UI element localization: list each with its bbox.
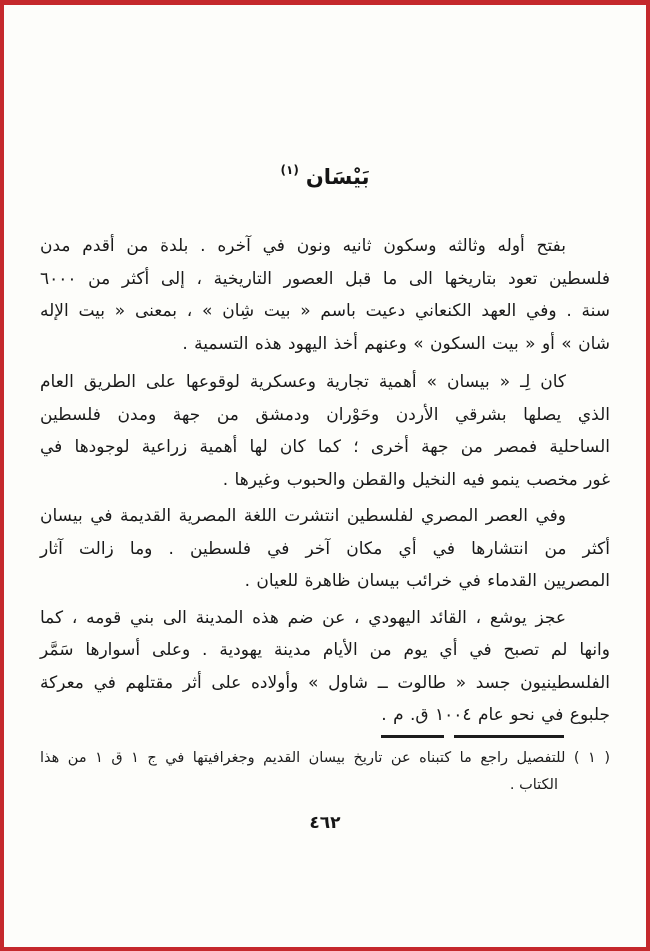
text-line: وانها لم تصبح في أي يوم من الأيام مدينة يهودية . وعلى أسوارها سَمَّر <box>40 640 610 660</box>
title-footnote-marker: (١) <box>280 163 299 177</box>
text-line: الفلسطينيون جسد « طالوت ــ شاول » وأولاده على أثر مقتلهم في معركة <box>40 672 610 693</box>
page-content <box>4 155 646 833</box>
paragraph <box>40 602 610 732</box>
text-line: الساحلية فمصر من جهة أخرى ؛ كما كان لها أهمية زراعية لوجودها في <box>40 437 610 457</box>
text-line: الذي يصلها بشرقي الأردن وحَوْران ودمشق من جهة ومدن فلسطين <box>40 404 610 425</box>
separator-dash <box>381 735 444 738</box>
footnote-line: ( ١ ) للتفصيل راجع ما كتبناه عن تاريخ بيسان القديم وجغرافيتها في ج ١ ق ١ من هذا <box>40 749 610 766</box>
footnote-separator <box>381 735 564 738</box>
title-text: بَيْسَان <box>305 165 370 189</box>
footnote-line: الكتاب . <box>509 776 558 793</box>
text-line: جلبوع في نحو عام ١٠٠٤ ق. م . <box>381 705 610 725</box>
text-line: سنة . وفي العهد الكنعاني دعيت باسم « بيت شِان » ، بمعنى « بيت الإله <box>40 301 610 321</box>
footnote <box>40 745 610 799</box>
text-line: فلسطين تعود بتاريخها الى ما قبل العصور التاريخية ، إلى أكثر من ٦٠٠٠ <box>40 268 610 289</box>
paragraph <box>40 366 610 496</box>
text-line: المصريين القدماء في خرائب بيسان ظاهرة للعيان . <box>244 571 610 591</box>
text-line: وفي العصر المصري لفلسطين انتشرت اللغة المصرية القديمة في بيسان <box>40 506 566 526</box>
page-title <box>40 155 610 194</box>
paragraph <box>40 500 610 598</box>
text-line: بفتح أوله وثالثه وسكون ثانيه ونون في آخره . بلدة من أقدم مدن <box>40 236 566 256</box>
paragraph <box>40 230 610 360</box>
text-line: أكثر من انتشارها في أي مكان آخر في فلسطين . وما زالت آثار <box>40 538 610 559</box>
text-line: غور مخصب ينمو فيه النخيل والقطن والحبوب وغيرها . <box>222 469 610 490</box>
separator-dash <box>454 735 564 738</box>
text-line: كان لِـ « بيسان » أهمية تجارية وعسكرية لوقوعها على الطريق العام <box>40 372 566 392</box>
text-line: شان » أو « بيت السكون » وعنهم أخذ اليهود هذه التسمية . <box>182 333 610 354</box>
page-number: ٤٦٢ <box>309 812 341 833</box>
text-line: عجز يوشع ، القائد اليهودي ، عن ضم هذه المدينة الى بني قومه ، كما <box>40 607 566 628</box>
